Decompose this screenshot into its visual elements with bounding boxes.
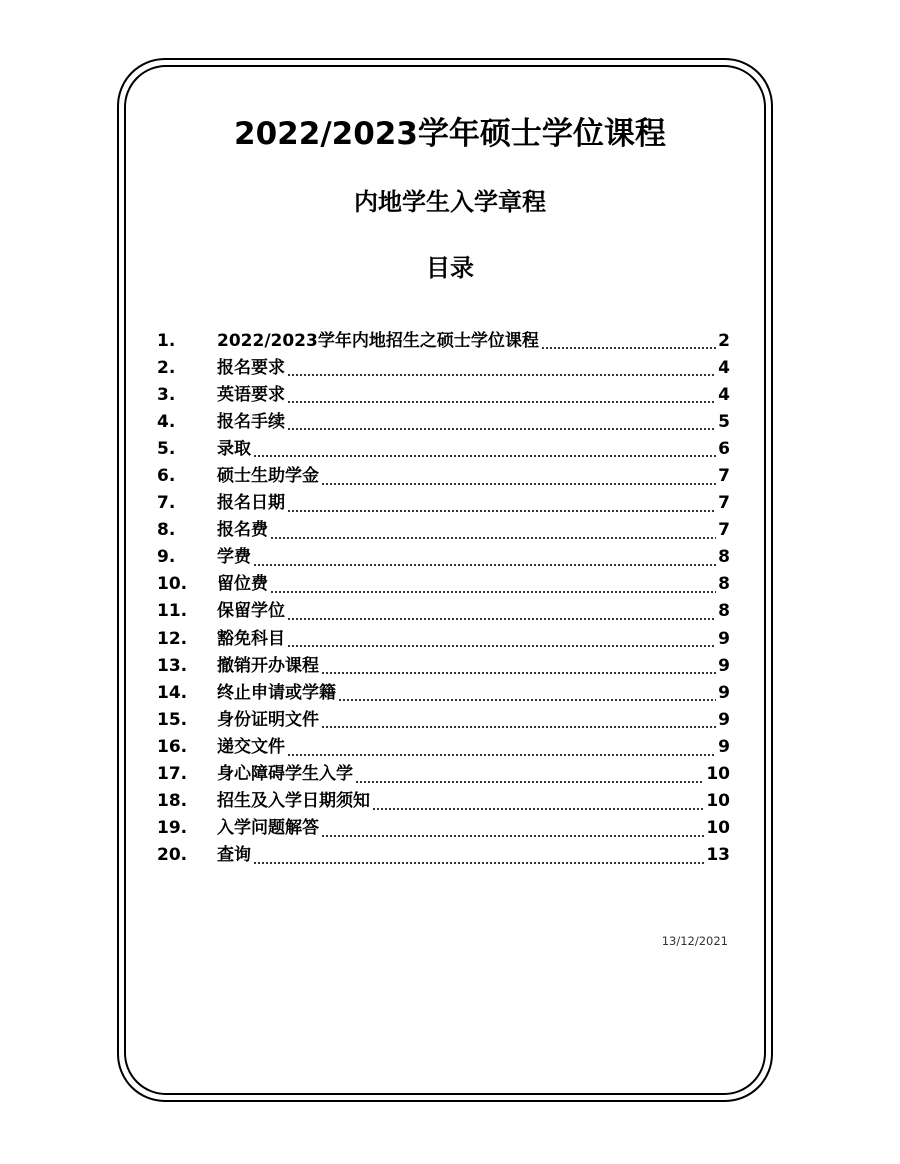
toc-entry-number: 8. bbox=[157, 520, 176, 541]
toc-entry-number: 4. bbox=[157, 411, 176, 432]
toc-dot-leader bbox=[287, 618, 716, 620]
toc-entry[interactable] bbox=[157, 842, 730, 869]
toc-entry-page: 6 bbox=[718, 438, 730, 459]
table-of-contents bbox=[157, 327, 730, 869]
toc-entry[interactable] bbox=[157, 544, 730, 571]
toc-dot-leader bbox=[287, 510, 716, 512]
toc-entry-label: 报名费 bbox=[217, 520, 268, 541]
toc-dot-leader bbox=[321, 726, 716, 728]
toc-entry-number: 17. bbox=[157, 764, 188, 785]
toc-entry-label: 入学问题解答 bbox=[217, 818, 319, 839]
toc-entry-page: 5 bbox=[718, 411, 730, 432]
toc-entry-label: 撤销开办课程 bbox=[217, 655, 319, 676]
toc-dot-leader bbox=[355, 781, 704, 783]
toc-entry-number: 16. bbox=[157, 736, 188, 757]
toc-entry-page: 7 bbox=[718, 466, 730, 487]
toc-dot-leader bbox=[270, 591, 716, 593]
toc-entry-number: 9. bbox=[157, 547, 176, 568]
toc-entry[interactable] bbox=[157, 327, 730, 354]
toc-dot-leader bbox=[321, 835, 704, 837]
toc-entry-label: 报名日期 bbox=[217, 493, 285, 514]
toc-entry-label: 终止申请或学籍 bbox=[217, 682, 336, 703]
toc-dot-leader bbox=[287, 374, 716, 376]
document-subtitle: 内地学生入学章程 bbox=[354, 188, 546, 216]
toc-entry[interactable] bbox=[157, 761, 730, 788]
toc-entry-label: 报名要求 bbox=[217, 357, 285, 378]
toc-entry-page: 8 bbox=[718, 601, 730, 622]
toc-entry[interactable] bbox=[157, 571, 730, 598]
toc-entry[interactable] bbox=[157, 598, 730, 625]
toc-entry-page: 7 bbox=[718, 520, 730, 541]
toc-entry-label: 2022/2023学年内地招生之硕士学位课程 bbox=[217, 330, 539, 351]
toc-entry-label: 留位费 bbox=[217, 574, 268, 595]
toc-entry-label: 招生及入学日期须知 bbox=[217, 791, 370, 812]
toc-entry-page: 9 bbox=[718, 682, 730, 703]
toc-entry-number: 2. bbox=[157, 357, 176, 378]
toc-entry-number: 15. bbox=[157, 709, 188, 730]
toc-entry[interactable] bbox=[157, 706, 730, 733]
toc-entry-number: 13. bbox=[157, 655, 188, 676]
toc-dot-leader bbox=[287, 401, 716, 403]
toc-entry-label: 报名手续 bbox=[217, 411, 285, 432]
toc-entry[interactable] bbox=[157, 625, 730, 652]
toc-entry-label: 保留学位 bbox=[217, 601, 285, 622]
toc-entry[interactable] bbox=[157, 490, 730, 517]
toc-entry-number: 1. bbox=[157, 330, 176, 351]
toc-entry[interactable] bbox=[157, 788, 730, 815]
document-title: 2022/2023学年硕士学位课程 bbox=[234, 116, 666, 152]
toc-dot-leader bbox=[287, 428, 716, 430]
toc-entry-page: 13 bbox=[706, 845, 730, 866]
toc-entry[interactable] bbox=[157, 815, 730, 842]
toc-entry-label: 查询 bbox=[217, 845, 251, 866]
toc-entry[interactable] bbox=[157, 517, 730, 544]
toc-entry-page: 10 bbox=[706, 791, 730, 812]
toc-entry-page: 9 bbox=[718, 709, 730, 730]
toc-entry[interactable] bbox=[157, 381, 730, 408]
toc-entry-number: 6. bbox=[157, 466, 176, 487]
toc-entry-label: 录取 bbox=[217, 438, 251, 459]
toc-entry-label: 身心障碍学生入学 bbox=[217, 764, 353, 785]
toc-entry-page: 8 bbox=[718, 547, 730, 568]
toc-entry-number: 19. bbox=[157, 818, 188, 839]
toc-entry[interactable] bbox=[157, 435, 730, 462]
toc-dot-leader bbox=[253, 455, 716, 457]
toc-entry-number: 14. bbox=[157, 682, 188, 703]
toc-dot-leader bbox=[541, 347, 716, 349]
toc-dot-leader bbox=[253, 862, 704, 864]
toc-entry-number: 12. bbox=[157, 628, 188, 649]
toc-entry[interactable] bbox=[157, 652, 730, 679]
toc-dot-leader bbox=[287, 754, 716, 756]
toc-entry-label: 豁免科目 bbox=[217, 628, 285, 649]
toc-entry[interactable] bbox=[157, 408, 730, 435]
toc-entry-label: 递交文件 bbox=[217, 736, 285, 757]
toc-entry[interactable] bbox=[157, 733, 730, 760]
toc-entry-page: 7 bbox=[718, 493, 730, 514]
toc-entry-number: 11. bbox=[157, 601, 188, 622]
toc-dot-leader bbox=[338, 699, 716, 701]
toc-entry[interactable] bbox=[157, 679, 730, 706]
toc-entry-page: 2 bbox=[718, 330, 730, 351]
toc-dot-leader bbox=[287, 645, 716, 647]
toc-entry[interactable] bbox=[157, 354, 730, 381]
toc-entry-label: 硕士生助学金 bbox=[217, 466, 319, 487]
toc-entry-label: 英语要求 bbox=[217, 384, 285, 405]
toc-entry-number: 20. bbox=[157, 845, 188, 866]
toc-entry-label: 学费 bbox=[217, 547, 251, 568]
toc-dot-leader bbox=[321, 483, 716, 485]
toc-entry-page: 9 bbox=[718, 655, 730, 676]
toc-entry[interactable] bbox=[157, 462, 730, 489]
toc-entry-page: 8 bbox=[718, 574, 730, 595]
toc-entry-page: 10 bbox=[706, 764, 730, 785]
toc-dot-leader bbox=[253, 564, 716, 566]
toc-dot-leader bbox=[270, 537, 716, 539]
toc-entry-label: 身份证明文件 bbox=[217, 709, 319, 730]
toc-entry-number: 7. bbox=[157, 493, 176, 514]
toc-entry-number: 3. bbox=[157, 384, 176, 405]
toc-entry-number: 10. bbox=[157, 574, 188, 595]
toc-heading: 目录 bbox=[426, 254, 474, 282]
toc-entry-number: 18. bbox=[157, 791, 188, 812]
toc-entry-page: 9 bbox=[718, 628, 730, 649]
toc-entry-page: 9 bbox=[718, 736, 730, 757]
toc-entry-page: 4 bbox=[718, 384, 730, 405]
toc-entry-number: 5. bbox=[157, 438, 176, 459]
toc-entry-page: 4 bbox=[718, 357, 730, 378]
toc-entry-page: 10 bbox=[706, 818, 730, 839]
toc-dot-leader bbox=[372, 808, 704, 810]
toc-dot-leader bbox=[321, 672, 716, 674]
document-date: 13/12/2021 bbox=[661, 934, 728, 948]
